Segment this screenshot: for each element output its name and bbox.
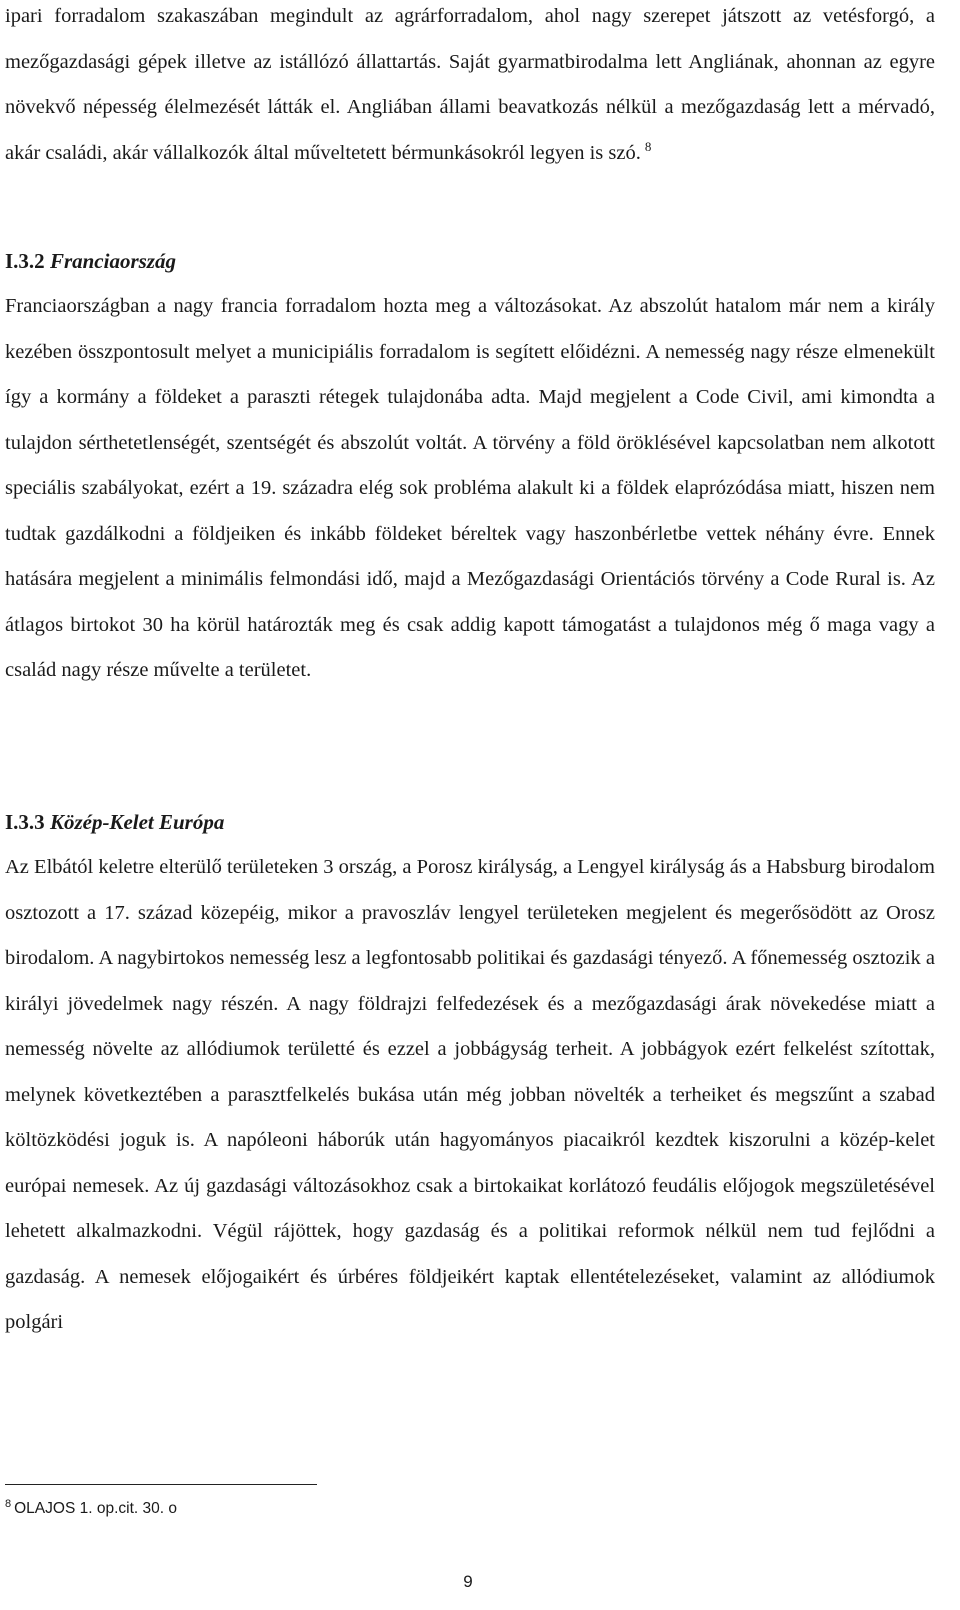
section-france: [5, 239, 935, 694]
section-title: Közép-Kelet Európa: [49, 810, 225, 834]
footnote-reference: 8: [644, 138, 652, 154]
intro-block: [5, 0, 935, 182]
page-number: 9: [463, 1572, 473, 1591]
section-france-paragraph: Franciaországban a nagy francia forradalom hozta meg a változásokat. Az abszolút hatalom már nem a király kezében összpontosult melyet a municipiális forradalom is segített előidézni. A nemesség nagy része elmenekült így a kormány a földeket a paraszti rétegek tulajdonába adta. Majd megjelent a Code Civil, ami kimondta a tulajdon sérthetetlenségét, szentségét és abszolút voltát. A törvény a föld öröklésével kapcsolatban nem alkotott speciális szabályokat, ezért a 19. századra elég sok probléma alakult ki a földek elaprózódása miatt, hiszen nem tudtak gazdálkodni a földjeiken és inkább földeket béreltek vagy haszonbérletbe vettek néhány évre. Ennek hatására megjelent a minimális felmondási idő, majd a Mezőgazdasági Orientációs törvény a Code Rural is. Az átlagos birtokot 30 ha körül határozták meg és csak addig kapott támogatást a tulajdonos még ő maga vagy a család nagy része művelte a területet.: [5, 295, 935, 681]
section-heading-france: [5, 239, 935, 284]
footnote: [5, 1497, 177, 1518]
section-central-east-europe: [5, 800, 935, 1346]
intro-paragraph-text: ipari forradalom szakaszában megindult az agrárforradalom, ahol nagy szerepet játszott az vetésforgó, a mezőgazdasági gépek illetve az istállózó állattartás. Saját gyarmatbirodalma lett Angliának, ahonnan az egyre növekvő népesség élelmezését látták el. Angliában állami beavatkozás nélkül a mezőgazdaság lett a mérvadó, akár családi, akár vállalkozók által műveltetett bérmunkásokról legyen is szó.: [5, 5, 935, 164]
section-title: Franciaország: [49, 249, 176, 273]
footnote-separator: [5, 1484, 317, 1485]
section-heading-central-east: [5, 800, 935, 845]
section-number: I.3.2: [5, 249, 45, 273]
section-central-east-paragraph: Az Elbától keletre elterülő területeken 3 ország, a Porosz királyság, a Lengyel királyság ás a Habsburg birodalom osztozott a 17. század közepéig, mikor a pravoszláv lengyel területeken megjelent és megerősödött az Orosz birodalom. A nagybirtokos nemesség lesz a legfontosabb politikai és gazdasági tényező. A főnemesség osztozik a királyi jövedelmek nagy részén. A nagy földrajzi felfedezések és a mezőgazdasági árak növekedése miatt a nemesség növelte az allódiumok területté és ezzel a jobbágyság terheit. A jobbágyok ezért felkelést szítottak, melynek következtében a parasztfelkelés bukása után még jobban növelték a terheiket és megszűnt a szabad költözködési joguk is. A napóleoni háborúk után hagyományos piacaikról kezdtek kiszorulni a közép-kelet európai nemesek. Az új gazdasági változásokhoz csak a birtokaikat korlátozó feudális előjogok megszületésével lehetett alkalmazkodni. Végül rájöttek, hogy gazdaság és a politikai reformok nélkül nem tud fejlődni a gazdaság. A nemesek előjogaikért és úrbéres földjeikért kaptak ellentételezéseket, valamint az allódiumok polgári: [5, 856, 935, 1333]
footnote-number: 8: [5, 1497, 12, 1510]
intro-paragraph: [5, 0, 935, 176]
section-number: I.3.3: [5, 810, 45, 834]
footnote-text: OLAJOS 1. op.cit. 30. o: [14, 1500, 177, 1517]
